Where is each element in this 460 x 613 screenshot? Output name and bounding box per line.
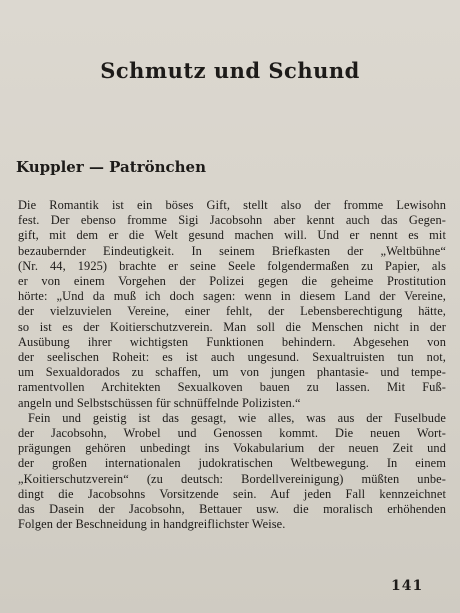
text-line: der vielzuvielen Vereine, einer fehlt, der Lebensberechtigung hätte, bbox=[18, 304, 446, 319]
text-line: angeln und Selbstschüssen für schnüffelnde Polizisten.“ bbox=[18, 395, 301, 410]
text-line: dingt die Jacobsohns Vorsitzende sein. Auf jeden Fall kennzeichnet bbox=[18, 486, 446, 501]
text-line: prägungen gehören unbedingt ins Vokabularium der neuen Zeit und bbox=[18, 441, 446, 456]
page-number: 141 bbox=[391, 578, 424, 594]
text-line: so ist es der Koitierschutzverein. Man soll die Menschen nicht in der bbox=[18, 319, 446, 334]
text-line: bezaubernder Eindeutigkeit. In seinem Briefkasten der „Weltbühne“ bbox=[18, 243, 446, 258]
text-line: das Dasein der Jacobsohn, Bettauer usw. die moralisch erhöhenden bbox=[18, 502, 446, 517]
text-line: Fein und geistig ist das gesagt, wie alles, was aus der Fuselbude bbox=[28, 410, 446, 425]
text-line: ramentvollen Architekten Sexualkoven bauen zu lassen. Mit Fuß- bbox=[18, 380, 446, 395]
text-line: hörte: „Und da muß ich doch sagen: wenn in diesem Land der Vereine, bbox=[18, 289, 446, 304]
paragraph-1 bbox=[18, 198, 446, 411]
body-text bbox=[18, 198, 446, 532]
text-line: fest. Der ebenso fromme Sigi Jacobsohn aber kennt auch das Gegen- bbox=[18, 213, 446, 228]
text-line: der Jacobsohn, Wrobel und Genossen kommt. Die neuen Wort- bbox=[18, 426, 446, 441]
text-line: der großen internationalen judokratischen Weltbewegung. In einem bbox=[18, 456, 446, 471]
text-line: „Koitierschutzverein“ (zu deutsch: Bordellvereinigung) müßten unbe- bbox=[18, 471, 446, 486]
text-line: Folgen der Beschneidung in handgreiflichster Weise. bbox=[18, 517, 286, 532]
paragraph-2 bbox=[18, 411, 446, 533]
text-line: gift, mit dem er die Welt gesund machen will. Und er nennt es mit bbox=[18, 228, 446, 243]
text-line: Die Romantik ist ein böses Gift, stellt also der fromme Lewisohn bbox=[18, 198, 446, 212]
section-heading: Kuppler — Patrönchen bbox=[16, 158, 207, 176]
text-line: Ausübung ihrer wichtigsten Funktionen behindern. Abgesehen von bbox=[18, 334, 446, 349]
text-line: um Sexualdorados zu schaffen, um von jungen phantasie- und tempe- bbox=[18, 365, 446, 380]
chapter-title: Schmutz und Schund bbox=[100, 58, 360, 83]
text-line: (Nr. 44, 1925) brachte er seine Seele folgendermaßen zu Papier, als bbox=[18, 258, 446, 273]
text-line: er von einem Vorgehen der Polizei gegen die geheime Prostitution bbox=[18, 274, 446, 289]
text-line: der seelischen Roheit: es ist auch ungesund. Sexualtruisten tun not, bbox=[18, 350, 446, 365]
